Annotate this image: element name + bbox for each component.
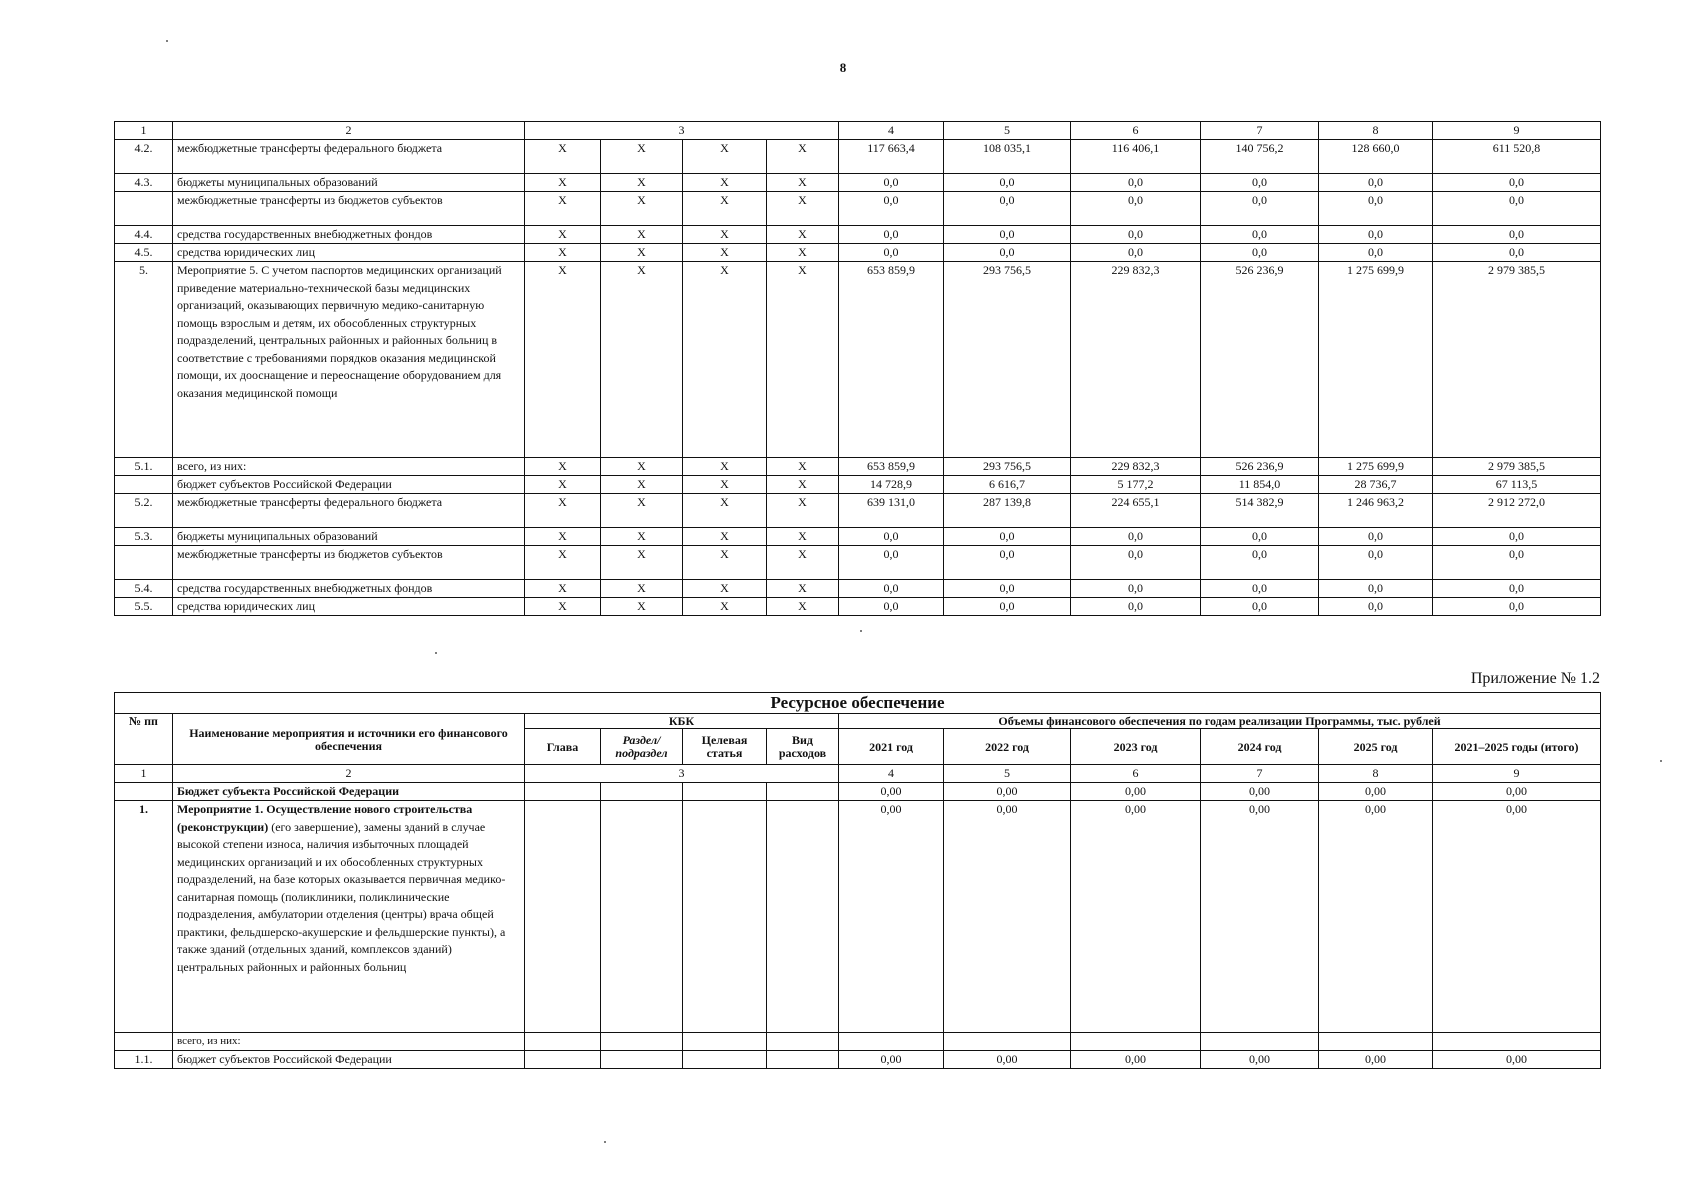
measure-5-description: Мероприятие 5. С учетом паспортов медицинских организаций приведение материально-технической базы медицинских организаций, оказывающих первичную медико-санитарную помощь взрослым и детям, их обособленных структурных подразделений, центральных районных и районных больниц в соответствие с требованиями порядков оказания медицинской помощи, их дооснащение и переоснащение оборудованием для оказания медицинской помощи	[173, 262, 525, 458]
x-cell: X	[683, 476, 767, 494]
row-num	[115, 1033, 173, 1051]
x-cell: X	[683, 494, 767, 528]
value-cell: 514 382,9	[1201, 494, 1319, 528]
value-cell: 0,00	[1071, 1051, 1201, 1069]
x-cell: X	[767, 546, 839, 580]
value-cell: 0,0	[1201, 546, 1319, 580]
col-number-3: 3	[525, 765, 839, 783]
value-cell: 0,00	[839, 801, 944, 1033]
col-number-5: 5	[944, 122, 1071, 140]
col-number-3: 3	[525, 122, 839, 140]
col-number-2: 2	[173, 122, 525, 140]
value-cell: 0,0	[944, 598, 1071, 616]
scan-speck	[435, 652, 437, 654]
value-cell: 229 832,3	[1071, 262, 1201, 458]
x-cell: X	[767, 262, 839, 458]
appendix-label: Приложение № 1.2	[1470, 670, 1600, 687]
value-cell: 0,00	[1433, 783, 1601, 801]
value-cell: 0,0	[1071, 226, 1201, 244]
x-cell: X	[767, 580, 839, 598]
value-cell: 0,0	[1319, 226, 1433, 244]
value-cell: 0,00	[1201, 783, 1319, 801]
value-cell: 611 520,8	[1433, 140, 1601, 174]
value-cell: 0,00	[1319, 1051, 1433, 1069]
value-cell: 0,0	[1201, 192, 1319, 226]
row-num: 5.	[115, 262, 173, 458]
value-cell: 0,0	[1319, 174, 1433, 192]
value-cell: 0,00	[944, 1051, 1071, 1069]
row-num: 5.2.	[115, 494, 173, 528]
value-cell	[1433, 1033, 1601, 1051]
page-number: 8	[839, 60, 847, 75]
value-cell: 0,0	[944, 226, 1071, 244]
x-cell: X	[767, 458, 839, 476]
x-cell: X	[683, 140, 767, 174]
value-cell: 0,0	[944, 528, 1071, 546]
value-cell: 108 035,1	[944, 140, 1071, 174]
value-cell: 0,0	[1071, 598, 1201, 616]
x-cell: X	[525, 546, 601, 580]
value-cell: 1 246 963,2	[1319, 494, 1433, 528]
value-cell: 0,0	[944, 174, 1071, 192]
x-cell: X	[683, 458, 767, 476]
value-cell: 0,00	[839, 1051, 944, 1069]
x-cell: X	[601, 226, 683, 244]
x-cell: X	[601, 546, 683, 580]
value-cell: 2 979 385,5	[1433, 458, 1601, 476]
value-cell: 0,0	[1201, 580, 1319, 598]
row-name: Бюджет субъекта Российской Федерации	[173, 783, 525, 801]
value-cell: 287 139,8	[944, 494, 1071, 528]
value-cell: 14 728,9	[839, 476, 944, 494]
value-cell: 0,0	[1319, 528, 1433, 546]
value-cell: 0,00	[1071, 783, 1201, 801]
measure-1-title: Мероприятие 1. Осуществление нового строительства (реконструкции)	[177, 802, 473, 834]
x-cell: X	[601, 192, 683, 226]
x-cell: X	[767, 244, 839, 262]
year-col-2022: 2022 год	[944, 729, 1071, 765]
value-cell	[1201, 1033, 1319, 1051]
value-cell: 1 275 699,9	[1319, 262, 1433, 458]
value-cell: 293 756,5	[944, 262, 1071, 458]
value-cell: 140 756,2	[1201, 140, 1319, 174]
value-cell: 0,0	[944, 192, 1071, 226]
col-header-num: № пп	[115, 714, 173, 765]
col-number-2: 2	[173, 765, 525, 783]
row-name: средства государственных внебюджетных фондов	[173, 580, 525, 598]
value-cell: 0,00	[1433, 801, 1601, 1033]
value-cell: 0,0	[1433, 174, 1601, 192]
value-cell: 0,0	[1433, 580, 1601, 598]
value-cell: 0,0	[944, 244, 1071, 262]
row-num: 4.5.	[115, 244, 173, 262]
value-cell: 116 406,1	[1071, 140, 1201, 174]
value-cell: 224 655,1	[1071, 494, 1201, 528]
value-cell: 0,0	[1433, 244, 1601, 262]
col-number-6: 6	[1071, 765, 1201, 783]
value-cell: 0,00	[1201, 1051, 1319, 1069]
x-cell: X	[601, 174, 683, 192]
value-cell: 0,0	[1433, 192, 1601, 226]
value-cell: 117 663,4	[839, 140, 944, 174]
row-name: средства юридических лиц	[173, 598, 525, 616]
x-cell: X	[767, 598, 839, 616]
col-header-name: Наименование мероприятия и источники его финансового обеспечения	[173, 714, 525, 765]
value-cell: 0,0	[839, 598, 944, 616]
x-cell: X	[601, 262, 683, 458]
x-cell: X	[525, 494, 601, 528]
value-cell: 0,0	[1433, 546, 1601, 580]
x-cell: X	[525, 598, 601, 616]
value-cell: 0,0	[1433, 528, 1601, 546]
year-col-2021: 2021 год	[839, 729, 944, 765]
x-cell: X	[601, 244, 683, 262]
scan-speck	[860, 630, 862, 632]
value-cell: 0,0	[1201, 174, 1319, 192]
value-cell: 0,0	[1071, 528, 1201, 546]
value-cell: 0,00	[1433, 1051, 1601, 1069]
value-cell: 0,00	[1201, 801, 1319, 1033]
value-cell: 0,0	[1201, 226, 1319, 244]
value-cell: 229 832,3	[1071, 458, 1201, 476]
value-cell: 0,0	[1433, 598, 1601, 616]
measure-1-description	[173, 801, 525, 1033]
scan-speck	[1660, 760, 1662, 762]
row-num: 5.4.	[115, 580, 173, 598]
kbk-col-glava: Глава	[525, 729, 601, 765]
value-cell: 0,00	[1319, 783, 1433, 801]
value-cell: 0,0	[839, 174, 944, 192]
col-number-9: 9	[1433, 122, 1601, 140]
x-cell: X	[601, 140, 683, 174]
value-cell: 67 113,5	[1433, 476, 1601, 494]
x-cell: X	[525, 528, 601, 546]
value-cell: 0,0	[839, 580, 944, 598]
value-cell: 0,0	[1319, 598, 1433, 616]
row-name: бюджет субъектов Российской Федерации	[173, 476, 525, 494]
x-cell: X	[767, 476, 839, 494]
kbk-col-vid: Вид расходов	[767, 729, 839, 765]
x-cell: X	[683, 262, 767, 458]
value-cell: 28 736,7	[1319, 476, 1433, 494]
value-cell: 0,0	[1071, 580, 1201, 598]
x-cell: X	[601, 476, 683, 494]
row-num: 4.4.	[115, 226, 173, 244]
measure-1-text: (его завершение), замены зданий в случае высокой степени износа, наличия избыточных площадей медицинских организаций и их обособленных структурных подразделений, на базе которых оказывается первичная медико-санитарная помощь (поликлиники, поликлинические подразделения, амбулатории отделения (центры) врача общей практики, фельдшерско-акушерские и фельдшерские пункты), а также зданий (отдельных зданий, комплексов зданий) центральных районных и районных больниц	[177, 819, 506, 974]
x-cell: X	[525, 140, 601, 174]
scan-speck	[166, 40, 168, 42]
funding-header: Объемы финансового обеспечения по годам реализации Программы, тыс. рублей	[839, 714, 1601, 729]
row-num	[115, 783, 173, 801]
col-number-5: 5	[944, 765, 1071, 783]
value-cell: 0,0	[1433, 226, 1601, 244]
scan-speck	[604, 1141, 606, 1143]
row-num: 1.	[115, 801, 173, 1033]
value-cell: 0,00	[944, 783, 1071, 801]
row-num	[115, 476, 173, 494]
row-name: межбюджетные трансферты федерального бюджета	[173, 140, 525, 174]
resource-title: Ресурсное обеспечение	[115, 693, 1601, 714]
row-num: 5.5.	[115, 598, 173, 616]
col-number-4: 4	[839, 122, 944, 140]
value-cell: 0,0	[1071, 244, 1201, 262]
value-cell: 0,0	[1319, 192, 1433, 226]
value-cell: 0,0	[944, 546, 1071, 580]
col-number-7: 7	[1201, 122, 1319, 140]
value-cell: 526 236,9	[1201, 262, 1319, 458]
row-name: бюджеты муниципальных образований	[173, 528, 525, 546]
value-cell: 0,0	[1319, 244, 1433, 262]
value-cell: 0,0	[839, 244, 944, 262]
col-number-4: 4	[839, 765, 944, 783]
x-cell: X	[601, 494, 683, 528]
value-cell: 0,0	[1201, 598, 1319, 616]
x-cell: X	[767, 174, 839, 192]
row-num	[115, 192, 173, 226]
value-cell: 2 979 385,5	[1433, 262, 1601, 458]
col-number-8: 8	[1319, 122, 1433, 140]
x-cell: X	[525, 476, 601, 494]
value-cell: 0,00	[1071, 801, 1201, 1033]
x-cell: X	[525, 458, 601, 476]
x-cell: X	[525, 226, 601, 244]
row-num: 5.1.	[115, 458, 173, 476]
row-name: межбюджетные трансферты федерального бюджета	[173, 494, 525, 528]
kbk-col-razdel: Раздел/ подраздел	[601, 729, 683, 765]
value-cell: 0,0	[1319, 580, 1433, 598]
resource-table	[114, 692, 1601, 1069]
row-name: всего, из них:	[173, 458, 525, 476]
year-col-2024: 2024 год	[1201, 729, 1319, 765]
value-cell: 0,0	[839, 192, 944, 226]
value-cell: 0,0	[1201, 528, 1319, 546]
col-number-6: 6	[1071, 122, 1201, 140]
col-number-8: 8	[1319, 765, 1433, 783]
value-cell: 293 756,5	[944, 458, 1071, 476]
value-cell: 653 859,9	[839, 458, 944, 476]
x-cell: X	[683, 580, 767, 598]
value-cell: 0,0	[1071, 174, 1201, 192]
value-cell	[839, 1033, 944, 1051]
value-cell: 5 177,2	[1071, 476, 1201, 494]
value-cell: 0,00	[1319, 801, 1433, 1033]
x-cell: X	[525, 192, 601, 226]
col-number-9: 9	[1433, 765, 1601, 783]
value-cell: 11 854,0	[1201, 476, 1319, 494]
value-cell: 0,0	[1319, 546, 1433, 580]
row-name: средства государственных внебюджетных фондов	[173, 226, 525, 244]
x-cell: X	[601, 580, 683, 598]
x-cell: X	[683, 546, 767, 580]
x-cell: X	[683, 226, 767, 244]
kbk-header: КБК	[525, 714, 839, 729]
value-cell	[944, 1033, 1071, 1051]
col-number-1: 1	[115, 765, 173, 783]
x-cell: X	[683, 174, 767, 192]
value-cell	[1071, 1033, 1201, 1051]
x-cell: X	[525, 262, 601, 458]
x-cell: X	[683, 244, 767, 262]
row-num: 5.3.	[115, 528, 173, 546]
row-num: 4.2.	[115, 140, 173, 174]
value-cell: 0,0	[1071, 546, 1201, 580]
col-number-7: 7	[1201, 765, 1319, 783]
x-cell: X	[683, 192, 767, 226]
value-cell	[1319, 1033, 1433, 1051]
x-cell: X	[525, 244, 601, 262]
col-number-1: 1	[115, 122, 173, 140]
x-cell: X	[683, 528, 767, 546]
value-cell: 526 236,9	[1201, 458, 1319, 476]
x-cell: X	[601, 458, 683, 476]
value-cell: 653 859,9	[839, 262, 944, 458]
x-cell: X	[767, 494, 839, 528]
value-cell: 0,00	[944, 801, 1071, 1033]
value-cell: 6 616,7	[944, 476, 1071, 494]
x-cell: X	[601, 528, 683, 546]
value-cell: 2 912 272,0	[1433, 494, 1601, 528]
value-cell: 639 131,0	[839, 494, 944, 528]
value-cell: 0,0	[839, 528, 944, 546]
row-name: средства юридических лиц	[173, 244, 525, 262]
x-cell: X	[525, 580, 601, 598]
value-cell: 0,00	[839, 783, 944, 801]
year-col-total: 2021–2025 годы (итого)	[1433, 729, 1601, 765]
x-cell: X	[767, 226, 839, 244]
x-cell: X	[767, 192, 839, 226]
value-cell: 0,0	[944, 580, 1071, 598]
row-num: 4.3.	[115, 174, 173, 192]
row-name: бюджеты муниципальных образований	[173, 174, 525, 192]
x-cell: X	[767, 528, 839, 546]
row-num	[115, 546, 173, 580]
value-cell: 0,0	[1201, 244, 1319, 262]
row-name: бюджет субъектов Российской Федерации	[173, 1051, 525, 1069]
kbk-col-tselevaya: Целевая статья	[683, 729, 767, 765]
x-cell: X	[683, 598, 767, 616]
value-cell: 0,0	[839, 546, 944, 580]
top-table	[114, 121, 1601, 616]
value-cell: 128 660,0	[1319, 140, 1433, 174]
value-cell: 1 275 699,9	[1319, 458, 1433, 476]
row-name: межбюджетные трансферты из бюджетов субъектов	[173, 192, 525, 226]
row-name: всего, из них:	[173, 1033, 525, 1051]
x-cell: X	[525, 174, 601, 192]
value-cell: 0,0	[839, 226, 944, 244]
value-cell: 0,0	[1071, 192, 1201, 226]
year-col-2023: 2023 год	[1071, 729, 1201, 765]
row-name: межбюджетные трансферты из бюджетов субъектов	[173, 546, 525, 580]
year-col-2025: 2025 год	[1319, 729, 1433, 765]
x-cell: X	[767, 140, 839, 174]
x-cell: X	[601, 598, 683, 616]
row-num: 1.1.	[115, 1051, 173, 1069]
